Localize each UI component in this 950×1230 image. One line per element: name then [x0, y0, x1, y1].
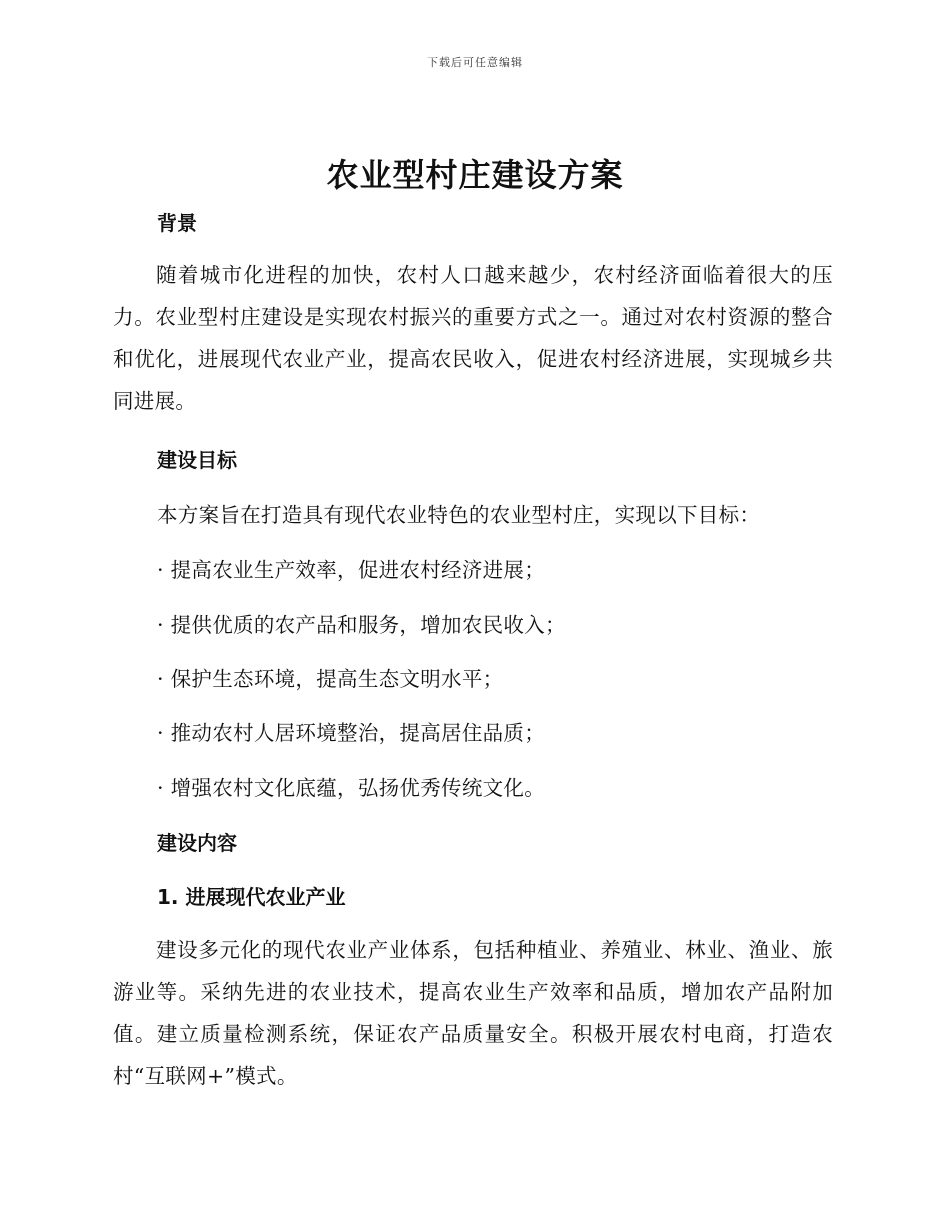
background-paragraph: 随着城市化进程的加快，农村人口越来越少，农村经济面临着很大的压力。农业型村庄建设是实现农村振兴的重要方式之一。通过对农村资源的整合和优化，进展现代农业产业，提高农民收入，促进农村经济进展，实现城乡共同进展。 — [113, 263, 833, 413]
section-heading-background: 背景 — [157, 211, 197, 235]
subsection-heading: 1. 进展现代农业产业 — [157, 885, 346, 909]
goal-item: · 提供优质的农产品和服务，增加农民收入； — [157, 613, 566, 637]
goal-item: · 推动农村人居环境整治，提高居住品质； — [157, 721, 546, 745]
goal-item: · 保护生态环境，提高生态文明水平； — [157, 667, 504, 691]
goals-intro: 本方案旨在打造具有现代农业特色的农业型村庄，实现以下目标： — [157, 503, 761, 527]
section-heading-goals: 建设目标 — [157, 448, 237, 472]
goal-item: · 提高农业生产效率，促进农村经济进展； — [157, 558, 546, 582]
header-note: 下载后可任意编辑 — [427, 56, 523, 69]
goal-item: · 增强农村文化底蕴，弘扬优秀传统文化。 — [157, 776, 546, 800]
document-title: 农业型村庄建设方案 — [326, 156, 624, 194]
content-paragraph: 建设多元化的现代农业产业体系，包括种植业、养殖业、林业、渔业、旅游业等。采纳先进的农业技术，提高农业生产效率和品质，增加农产品附加值。建立质量检测系统，保证农产品质量安全。积极开展农村电商，打造农村“互联网+”模式。 — [113, 938, 833, 1088]
section-heading-content: 建设内容 — [157, 831, 237, 855]
